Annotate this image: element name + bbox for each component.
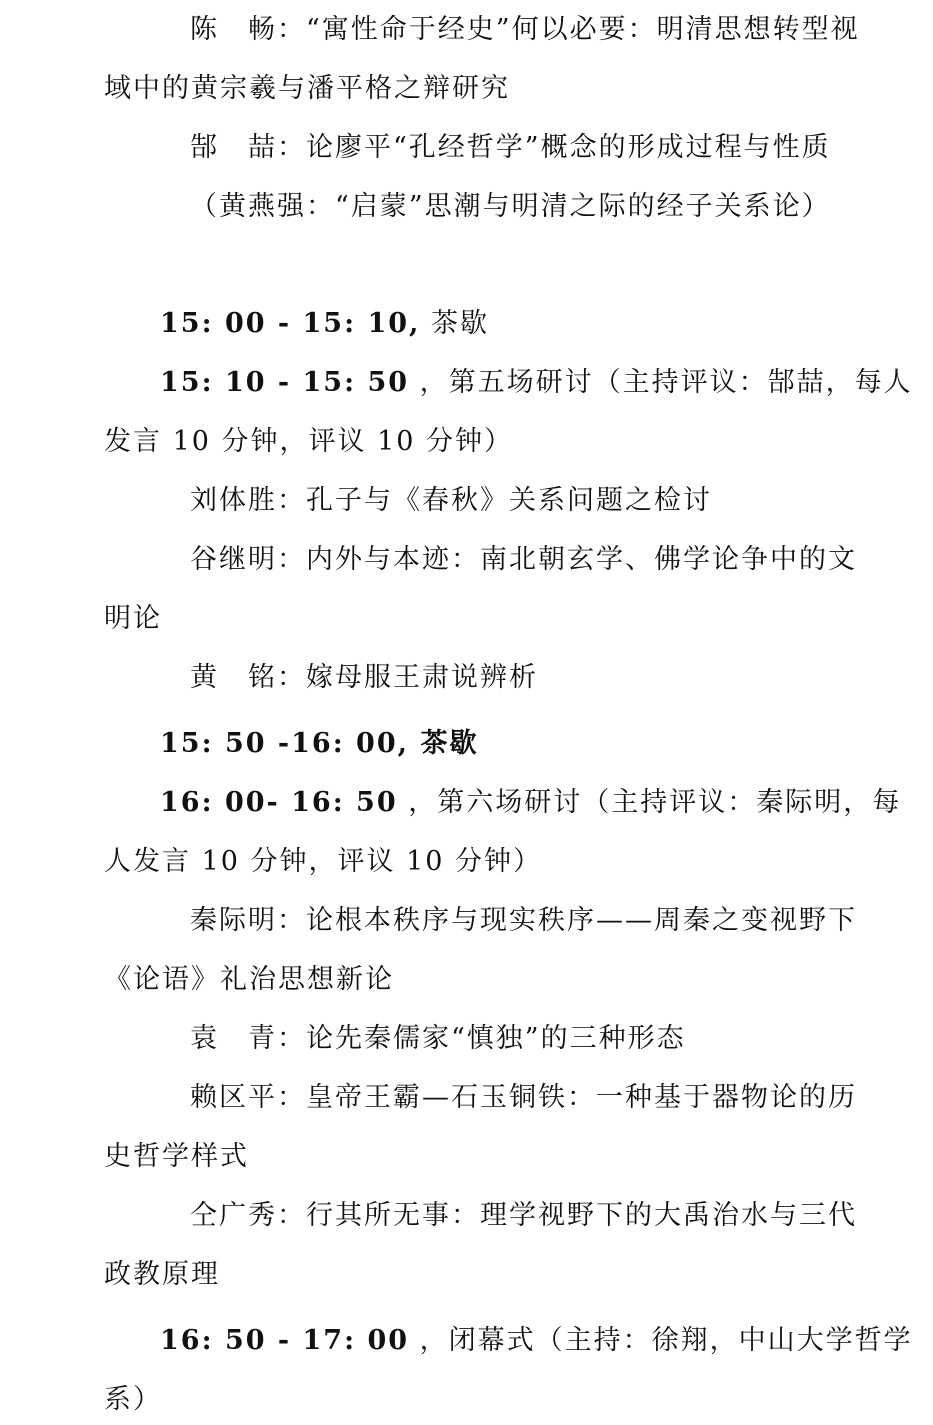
break-label: 茶歇 bbox=[420, 308, 490, 339]
session-5-info-cont: 发言 10 分钟，评议 10 分钟） bbox=[104, 426, 514, 457]
talk-line: 秦际明：论根本秩序与现实秩序——周秦之变视野下 bbox=[190, 905, 857, 936]
session-5-header bbox=[160, 366, 913, 400]
talk-line: 黄 铭：嫁母服王肃说辨析 bbox=[190, 662, 538, 693]
talk-line: （黄燕强：“启蒙”思潮与明清之际的经子关系论） bbox=[190, 191, 831, 222]
talk-line: 陈 畅：“寓性命于经史”何以必要：明清思想转型视 bbox=[190, 14, 860, 45]
talk-line: 刘体胜：孔子与《春秋》关系问题之检讨 bbox=[190, 485, 712, 516]
talk-line: 《论语》礼治思想新论 bbox=[104, 964, 394, 995]
closing-time: 16: 50 - 17: 00 bbox=[160, 1325, 410, 1356]
talk-line: 赖区平：皇帝王霸—石玉铜铁：一种基于器物论的历 bbox=[190, 1082, 857, 1113]
talk-line: 谷继明：内外与本迹：南北朝玄学、佛学论争中的文 bbox=[190, 544, 857, 575]
closing-info: ，闭幕式（主持：徐翔，中山大学哲学 bbox=[409, 1325, 913, 1356]
session-info: ，第五场研讨（主持评议：郜喆，每人 bbox=[409, 367, 913, 398]
closing-header bbox=[160, 1324, 913, 1358]
session-time: 16: 00- 16: 50 bbox=[160, 787, 398, 818]
talk-line: 袁 青：论先秦儒家“慎独”的三种形态 bbox=[190, 1023, 686, 1054]
talk-line: 史哲学样式 bbox=[104, 1141, 249, 1172]
closing-info-cont: 系） bbox=[104, 1384, 162, 1415]
talk-line: 明论 bbox=[104, 603, 162, 634]
break-time: 15: 00 - 15: 10, bbox=[160, 308, 421, 339]
talk-line: 仝广秀：行其所无事：理学视野下的大禹治水与三代 bbox=[190, 1200, 857, 1231]
session-6-header bbox=[160, 786, 901, 820]
session-info: ，第六场研讨（主持评议：秦际明，每 bbox=[397, 787, 902, 818]
talk-line: 域中的黄宗羲与潘平格之辩研究 bbox=[104, 73, 510, 104]
talk-line: 政教原理 bbox=[104, 1259, 220, 1290]
break-label: 茶歇 bbox=[409, 728, 479, 759]
session-time: 15: 10 - 15: 50 bbox=[160, 367, 410, 398]
talk-line: 郜 喆：论廖平“孔经哲学”概念的形成过程与性质 bbox=[190, 132, 831, 163]
break-time: 15: 50 -16: 00, bbox=[160, 728, 410, 759]
tea-break-1 bbox=[160, 307, 489, 341]
session-6-info-cont: 人发言 10 分钟，评议 10 分钟） bbox=[104, 846, 543, 877]
tea-break-2 bbox=[160, 727, 478, 761]
